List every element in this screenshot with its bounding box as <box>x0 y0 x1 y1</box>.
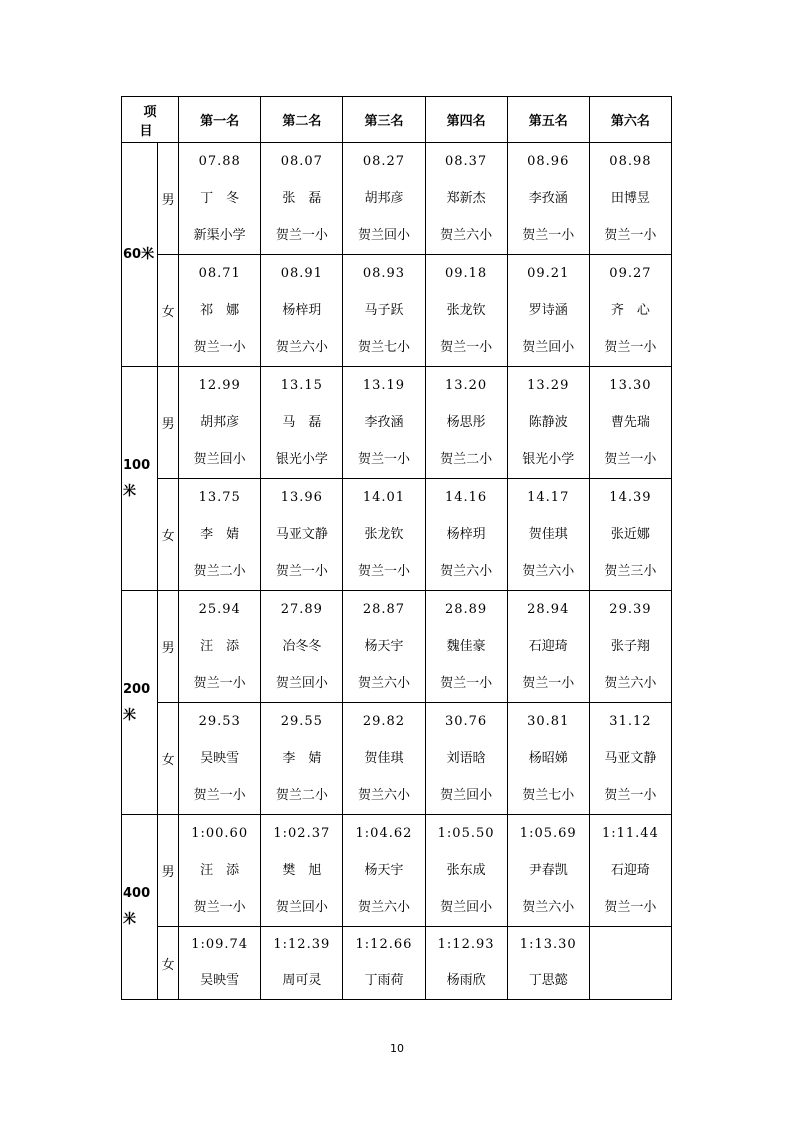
result-cell <box>425 927 507 1000</box>
result-time: 08.07 <box>280 154 323 169</box>
school-name: 贺兰六小 <box>604 676 657 691</box>
athlete-name: 罗诗涵 <box>528 303 568 318</box>
result-time: 13.19 <box>362 378 406 393</box>
athlete-name: 杨梓玥 <box>282 303 322 318</box>
result-entry <box>343 815 424 926</box>
athlete-name: 石迎琦 <box>528 639 568 654</box>
result-cell <box>589 479 671 591</box>
athlete-name: 马 磊 <box>282 415 322 430</box>
school-name: 贺兰回小 <box>357 228 410 243</box>
school-name: 贺兰六小 <box>440 228 493 243</box>
result-entry <box>426 367 507 478</box>
result-cell <box>589 815 671 927</box>
school-name: 贺兰回小 <box>275 676 328 691</box>
result-time: 13.75 <box>198 490 241 505</box>
result-entry <box>261 815 342 926</box>
school-name: 贺兰回小 <box>193 452 246 467</box>
result-cell <box>425 143 507 255</box>
athlete-name: 刘语晗 <box>446 751 486 766</box>
result-entry <box>426 591 507 702</box>
school-name: 贺兰回小 <box>522 340 575 355</box>
school-name: 贺兰回小 <box>275 900 328 915</box>
athlete-name: 贺佳琪 <box>528 527 568 542</box>
result-cell <box>343 927 425 1000</box>
result-time: 08.37 <box>444 154 488 169</box>
school-name: 贺兰一小 <box>275 228 328 243</box>
result-row <box>122 815 672 927</box>
school-name: 银光小学 <box>275 452 328 467</box>
result-time: 13.20 <box>444 378 488 393</box>
result-entry <box>590 479 671 590</box>
result-entry <box>343 479 424 590</box>
result-cell <box>179 479 261 591</box>
result-cell <box>589 927 671 1000</box>
result-time: 13.29 <box>527 378 570 393</box>
result-entry <box>508 815 589 926</box>
athlete-name: 李 婧 <box>282 751 322 766</box>
result-cell <box>261 479 343 591</box>
school-name: 贺兰六小 <box>357 676 410 691</box>
result-cell <box>589 591 671 703</box>
school-name: 贺兰一小 <box>440 676 493 691</box>
result-time: 1:09.74 <box>191 937 249 952</box>
result-cell <box>179 927 261 1000</box>
result-entry <box>179 927 260 999</box>
result-time: 12.99 <box>198 378 241 393</box>
school-name: 贺兰一小 <box>440 340 493 355</box>
result-time: 28.94 <box>527 602 570 617</box>
result-entry <box>590 143 671 254</box>
result-time: 14.39 <box>609 490 652 505</box>
result-row <box>122 479 672 591</box>
school-name: 贺兰一小 <box>522 228 575 243</box>
place-header-4: 第四名 <box>425 97 507 143</box>
athlete-name: 尹春凯 <box>528 863 568 878</box>
result-entry <box>508 479 589 590</box>
result-cell <box>261 255 343 367</box>
place-header-3: 第三名 <box>343 97 425 143</box>
result-cell <box>261 815 343 927</box>
result-time: 09.27 <box>609 266 652 281</box>
school-name: 银光小学 <box>522 452 575 467</box>
result-entry <box>179 815 260 926</box>
result-row <box>122 255 672 367</box>
result-cell <box>507 703 589 815</box>
result-cell <box>343 367 425 479</box>
result-entry <box>261 255 342 366</box>
athlete-name: 杨雨欣 <box>446 973 486 988</box>
result-cell <box>425 591 507 703</box>
school-name: 贺兰一小 <box>193 340 246 355</box>
result-entry <box>261 367 342 478</box>
result-cell <box>507 927 589 1000</box>
event-column-header: 项 目 <box>122 97 179 143</box>
athlete-name: 曹先瑞 <box>610 415 650 430</box>
result-time: 08.93 <box>362 266 406 281</box>
result-cell <box>261 367 343 479</box>
result-time: 28.87 <box>362 602 406 617</box>
gender-label: 女 <box>158 479 179 591</box>
school-name: 贺兰六小 <box>522 900 575 915</box>
result-cell <box>179 703 261 815</box>
athlete-name: 祁 娜 <box>200 303 240 318</box>
result-cell <box>425 815 507 927</box>
result-cell <box>343 591 425 703</box>
result-row <box>122 367 672 479</box>
result-cell <box>425 479 507 591</box>
result-row <box>122 927 672 1000</box>
result-time: 08.71 <box>198 266 241 281</box>
result-entry <box>426 479 507 590</box>
result-entry <box>179 255 260 366</box>
result-time: 28.89 <box>444 602 488 617</box>
place-header-2: 第二名 <box>261 97 343 143</box>
result-entry <box>508 927 589 999</box>
result-entry <box>590 815 671 926</box>
result-entry <box>179 143 260 254</box>
result-entry <box>343 143 424 254</box>
result-time: 1:13.30 <box>519 937 577 952</box>
athlete-name: 陈静波 <box>528 415 568 430</box>
result-cell <box>343 479 425 591</box>
results-body <box>122 143 672 1000</box>
result-cell <box>343 143 425 255</box>
result-cell <box>179 367 261 479</box>
result-entry <box>508 143 589 254</box>
school-name: 贺兰二小 <box>193 564 246 579</box>
result-entry <box>343 703 424 814</box>
school-name: 新渠小学 <box>193 228 246 243</box>
athlete-name: 周可灵 <box>282 973 322 988</box>
gender-label: 女 <box>158 255 179 367</box>
gender-label: 女 <box>158 927 179 1000</box>
athlete-name: 杨梓玥 <box>446 527 486 542</box>
result-time: 14.17 <box>527 490 570 505</box>
school-name: 贺兰六小 <box>357 788 410 803</box>
result-entry <box>508 255 589 366</box>
gender-label: 男 <box>158 591 179 703</box>
athlete-name: 田博昱 <box>610 191 650 206</box>
result-time: 13.96 <box>280 490 323 505</box>
result-cell <box>261 703 343 815</box>
athlete-name: 吴映雪 <box>200 973 240 988</box>
result-entry <box>343 367 424 478</box>
result-entry <box>261 479 342 590</box>
athlete-name: 齐 心 <box>610 303 650 318</box>
result-entry <box>590 703 671 814</box>
result-entry <box>508 591 589 702</box>
event-name: 400米 <box>122 815 158 1000</box>
school-name: 贺兰一小 <box>604 228 657 243</box>
school-name: 贺兰六小 <box>440 564 493 579</box>
result-time: 08.98 <box>609 154 652 169</box>
result-time: 08.96 <box>527 154 570 169</box>
result-entry <box>508 703 589 814</box>
school-name: 贺兰六小 <box>275 340 328 355</box>
athlete-name: 张东成 <box>446 863 486 878</box>
event-name: 100米 <box>122 367 158 591</box>
athlete-name: 贺佳琪 <box>364 751 404 766</box>
result-entry <box>261 703 342 814</box>
page-number: 10 <box>390 1042 404 1055</box>
athlete-name: 樊 旭 <box>282 863 322 878</box>
gender-label: 男 <box>158 815 179 927</box>
athlete-name: 郑新杰 <box>446 191 486 206</box>
result-cell <box>179 143 261 255</box>
result-cell <box>343 815 425 927</box>
result-time: 1:12.66 <box>355 937 413 952</box>
athlete-name: 吴映雪 <box>200 751 240 766</box>
result-cell <box>507 143 589 255</box>
athlete-name: 张龙钦 <box>446 303 486 318</box>
result-time: 13.15 <box>280 378 323 393</box>
athlete-name: 李 婧 <box>200 527 240 542</box>
athlete-name: 冶冬冬 <box>282 639 322 654</box>
result-time: 30.76 <box>444 714 488 729</box>
result-entry <box>508 367 589 478</box>
place-header-5: 第五名 <box>507 97 589 143</box>
athlete-name: 张 磊 <box>282 191 322 206</box>
result-entry <box>261 927 342 999</box>
result-time: 1:00.60 <box>191 826 249 841</box>
school-name: 贺兰六小 <box>357 900 410 915</box>
result-cell <box>425 703 507 815</box>
result-entry <box>343 591 424 702</box>
result-cell <box>589 143 671 255</box>
gender-label: 男 <box>158 143 179 255</box>
result-entry <box>426 143 507 254</box>
result-time: 07.88 <box>198 154 241 169</box>
event-name: 200米 <box>122 591 158 815</box>
school-name: 贺兰七小 <box>357 340 410 355</box>
athlete-name: 马亚文静 <box>604 751 657 766</box>
school-name: 贺兰一小 <box>357 564 410 579</box>
athlete-name: 胡邦彦 <box>200 415 240 430</box>
athlete-name: 汪 添 <box>200 863 240 878</box>
result-entry <box>179 479 260 590</box>
athlete-name: 汪 添 <box>200 639 240 654</box>
result-time: 1:12.39 <box>273 937 331 952</box>
result-time: 29.53 <box>198 714 241 729</box>
result-cell <box>507 479 589 591</box>
result-entry <box>261 143 342 254</box>
result-time: 08.91 <box>280 266 323 281</box>
athlete-name: 杨天宇 <box>364 639 404 654</box>
school-name: 贺兰一小 <box>522 676 575 691</box>
result-time: 31.12 <box>609 714 652 729</box>
result-time: 29.55 <box>280 714 323 729</box>
results-table <box>121 96 672 1000</box>
athlete-name: 石迎琦 <box>610 863 650 878</box>
result-cell <box>589 367 671 479</box>
school-name: 贺兰六小 <box>522 564 575 579</box>
result-time: 1:05.69 <box>519 826 577 841</box>
school-name: 贺兰一小 <box>604 788 657 803</box>
result-cell <box>507 367 589 479</box>
school-name: 贺兰一小 <box>604 900 657 915</box>
athlete-name: 魏佳豪 <box>446 639 486 654</box>
school-name: 贺兰一小 <box>604 340 657 355</box>
school-name: 贺兰一小 <box>193 788 246 803</box>
result-entry <box>426 703 507 814</box>
header-row <box>122 97 672 143</box>
result-cell <box>589 703 671 815</box>
school-name: 贺兰回小 <box>440 900 493 915</box>
athlete-name: 丁雨荷 <box>364 973 404 988</box>
result-cell <box>179 591 261 703</box>
result-entry <box>590 255 671 366</box>
gender-label: 男 <box>158 367 179 479</box>
school-name: 贺兰一小 <box>357 452 410 467</box>
result-cell <box>343 703 425 815</box>
result-time: 1:11.44 <box>601 826 659 841</box>
athlete-name: 张子翔 <box>610 639 650 654</box>
athlete-name: 胡邦彦 <box>364 191 404 206</box>
result-cell <box>343 255 425 367</box>
school-name: 贺兰一小 <box>193 900 246 915</box>
athlete-name: 马亚文静 <box>275 527 328 542</box>
result-time: 29.82 <box>362 714 406 729</box>
result-cell <box>507 255 589 367</box>
result-time: 1:04.62 <box>355 826 413 841</box>
athlete-name: 李孜涵 <box>528 191 568 206</box>
result-time: 1:12.93 <box>437 937 495 952</box>
result-cell <box>179 255 261 367</box>
place-header-1: 第一名 <box>179 97 261 143</box>
result-time: 08.27 <box>362 154 406 169</box>
result-entry <box>590 927 671 999</box>
place-header-6: 第六名 <box>589 97 671 143</box>
athlete-name: 杨天宇 <box>364 863 404 878</box>
athlete-name: 杨思彤 <box>446 415 486 430</box>
athlete-name: 丁思懿 <box>528 973 568 988</box>
athlete-name: 丁 冬 <box>200 191 240 206</box>
school-name: 贺兰三小 <box>604 564 657 579</box>
result-cell <box>589 255 671 367</box>
result-row <box>122 703 672 815</box>
result-time: 13.30 <box>609 378 652 393</box>
result-row <box>122 143 672 255</box>
result-time: 25.94 <box>198 602 241 617</box>
school-name: 贺兰一小 <box>275 564 328 579</box>
event-name: 60米 <box>122 143 158 367</box>
result-time: 09.18 <box>444 266 488 281</box>
result-row <box>122 591 672 703</box>
result-time: 30.81 <box>527 714 570 729</box>
result-entry <box>426 255 507 366</box>
result-cell <box>261 927 343 1000</box>
result-entry <box>343 255 424 366</box>
athlete-name: 马子跃 <box>364 303 404 318</box>
result-cell <box>261 591 343 703</box>
athlete-name: 李孜涵 <box>364 415 404 430</box>
gender-label: 女 <box>158 703 179 815</box>
result-time: 14.16 <box>444 490 488 505</box>
athlete-name: 杨昭娣 <box>528 751 568 766</box>
school-name: 贺兰七小 <box>522 788 575 803</box>
result-time: 09.21 <box>527 266 570 281</box>
result-time: 1:05.50 <box>437 826 495 841</box>
result-cell <box>507 815 589 927</box>
result-entry <box>179 703 260 814</box>
result-entry <box>343 927 424 999</box>
result-entry <box>426 815 507 926</box>
result-entry <box>179 367 260 478</box>
athlete-name: 张龙钦 <box>364 527 404 542</box>
athlete-name: 张近娜 <box>610 527 650 542</box>
result-cell <box>507 591 589 703</box>
school-name: 贺兰一小 <box>193 676 246 691</box>
result-time: 1:02.37 <box>273 826 331 841</box>
school-name: 贺兰一小 <box>604 452 657 467</box>
result-cell <box>261 143 343 255</box>
result-cell <box>425 367 507 479</box>
result-time: 29.39 <box>609 602 652 617</box>
school-name: 贺兰回小 <box>440 788 493 803</box>
result-time: 14.01 <box>362 490 406 505</box>
result-entry <box>261 591 342 702</box>
result-entry <box>179 591 260 702</box>
result-time: 27.89 <box>280 602 323 617</box>
result-entry <box>590 367 671 478</box>
school-name: 贺兰二小 <box>275 788 328 803</box>
result-cell <box>425 255 507 367</box>
result-entry <box>590 591 671 702</box>
result-entry <box>426 927 507 999</box>
result-cell <box>179 815 261 927</box>
school-name: 贺兰二小 <box>440 452 493 467</box>
